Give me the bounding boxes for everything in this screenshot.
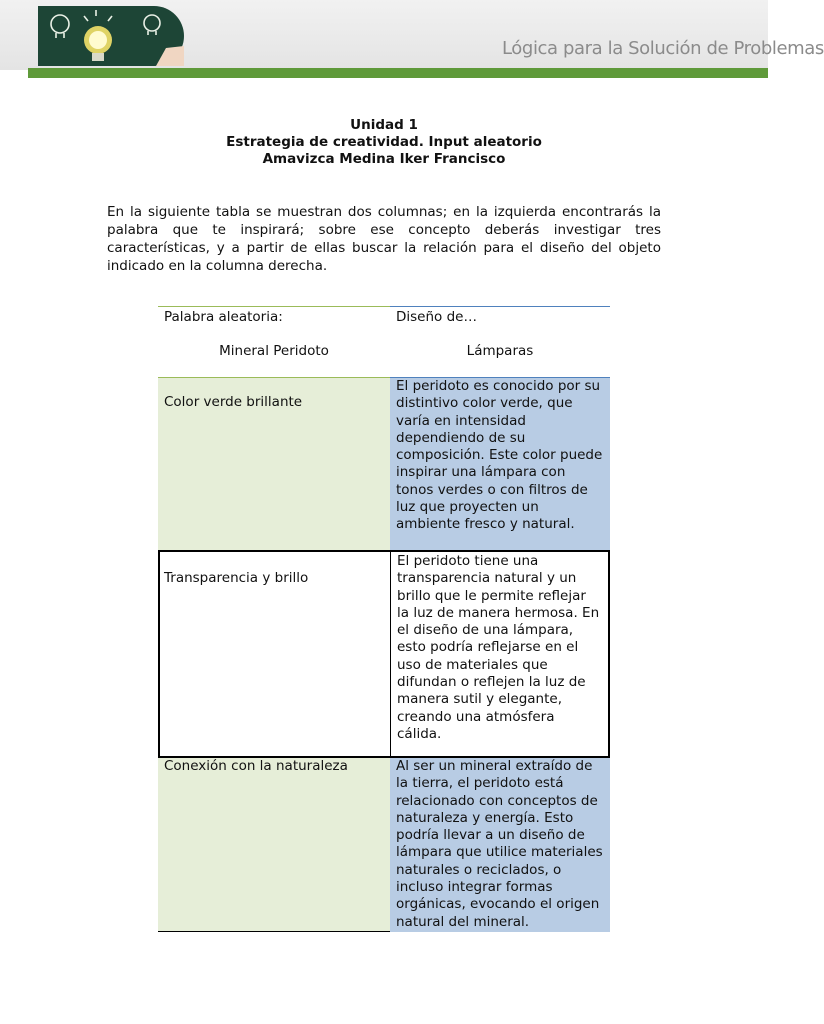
description-cell: Al ser un mineral extraído de la tierra, el peridoto está relacionado con conceptos de naturaleza y energía. Esto podría llevar a un diseño de lámpara que utilice materiales naturales o reciclados, o incluso integrar formas orgánicas, evocando el origen natural del mineral. (390, 758, 610, 932)
strategy-title: Estrategia de creatividad. Input aleatorio (226, 134, 542, 150)
table-header-row (158, 306, 610, 377)
random-word-label: Palabra aleatoria: (164, 309, 283, 325)
feature-cell: Conexión con la naturaleza (158, 758, 390, 932)
table-row (158, 550, 610, 758)
author-name: Amavizca Medina Iker Francisco (262, 151, 506, 167)
random-word-cell (158, 306, 390, 377)
description-cell: El peridoto tiene una transparencia natural y un brillo que le permite reflejar la luz de manera hermosa. En el diseño de una lámpara, esto podría reflejarse en el uso de materiales que difundan o reflejen la luz de manera sutil y elegante, creando una atmósfera cálida. (390, 550, 610, 758)
table-row (158, 377, 610, 550)
table-row (158, 758, 610, 932)
random-word-value: Mineral Peridoto (219, 343, 329, 360)
lightbulb-logo-icon (38, 6, 184, 66)
design-object-cell (390, 306, 610, 377)
feature-cell: Transparencia y brillo (158, 550, 390, 758)
document-title (0, 117, 768, 168)
unit-title: Unidad 1 (350, 117, 418, 133)
course-title: Lógica para la Solución de Problemas (502, 38, 824, 59)
inspiration-table (158, 306, 610, 932)
intro-paragraph: En la siguiente tabla se muestran dos columnas; en la izquierda encontrarás la palabra que te inspirará; sobre ese concepto deberás investigar tres características, y a partir de ellas buscar la relación para el diseño del objeto indicado en la columna derecha. (107, 204, 661, 274)
header-divider (28, 68, 768, 78)
design-object-value: Lámparas (466, 343, 534, 360)
description-cell: El peridoto es conocido por su distintivo color verde, que varía en intensidad dependiendo de su composición. Este color puede inspirar una lámpara con tonos verdes o con filtros de luz que proyecten un ambiente fresco y natural. (390, 377, 610, 550)
feature-cell: Color verde brillante (158, 377, 390, 550)
design-object-label: Diseño de… (396, 309, 477, 325)
